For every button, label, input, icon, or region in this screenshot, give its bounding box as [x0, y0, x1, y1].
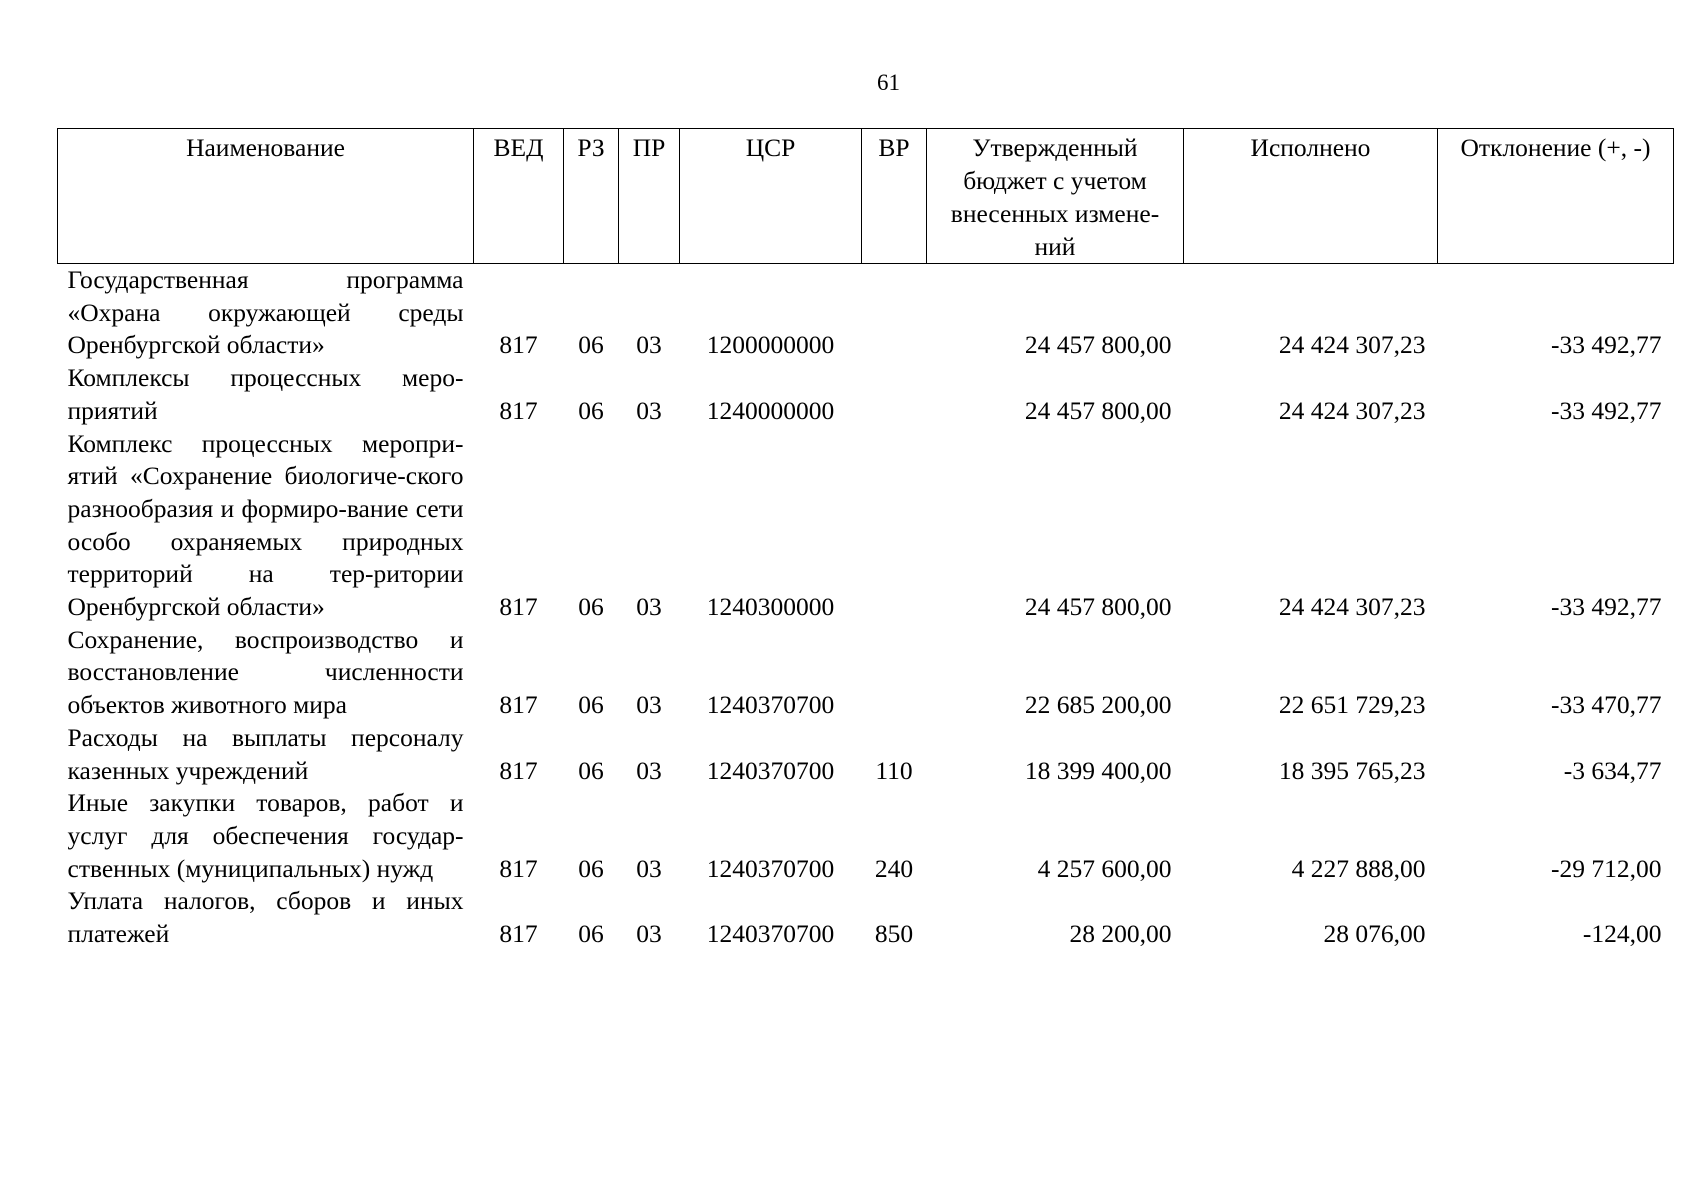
table-header — [58, 129, 1674, 264]
row-name: Комплексы процессных меро-приятий — [67, 363, 464, 425]
row-name: Уплата налогов, сборов и иных платежей — [67, 886, 464, 949]
row-ved: 817 — [499, 592, 538, 622]
row-deviation: -33 470,77 — [1551, 690, 1662, 720]
row-rz: 06 — [578, 690, 604, 720]
row-csr: 1240370700 — [706, 690, 835, 720]
row-executed: 18 395 765,23 — [1278, 755, 1426, 785]
row-approved: 22 685 200,00 — [1024, 690, 1172, 720]
budget-table — [57, 128, 1674, 951]
row-vr — [862, 624, 927, 722]
row-approved: 28 200,00 — [1069, 919, 1172, 949]
header-ved: ВЕД — [474, 129, 564, 264]
row-pr: 03 — [636, 592, 662, 622]
row-ved: 817 — [499, 690, 538, 720]
row-approved: 24 457 800,00 — [1024, 395, 1172, 425]
header-vr: ВР — [862, 129, 927, 264]
row-pr: 03 — [636, 755, 662, 785]
row-csr: 1240300000 — [706, 592, 835, 622]
table-row — [58, 428, 1674, 624]
row-deviation: -29 712,00 — [1551, 853, 1662, 883]
row-executed: 24 424 307,23 — [1278, 330, 1426, 360]
row-name: Иные закупки товаров, работ и услуг для обеспечения государ-ственных (муниципальных) нужд — [67, 788, 464, 883]
table-row — [58, 264, 1674, 363]
page-number: 61 — [877, 70, 900, 95]
row-rz: 06 — [578, 395, 604, 425]
table-row — [58, 885, 1674, 950]
header-deviation: Отклонение (+, -) — [1438, 129, 1674, 264]
row-vr — [862, 428, 927, 624]
row-rz: 06 — [578, 853, 604, 883]
row-approved: 4 257 600,00 — [1037, 853, 1172, 883]
row-csr: 1240370700 — [706, 919, 835, 949]
header-rz: РЗ — [564, 129, 619, 264]
row-vr: 240 — [874, 853, 914, 883]
row-deviation: -33 492,77 — [1551, 330, 1662, 360]
row-deviation: -3 634,77 — [1563, 755, 1662, 785]
row-pr: 03 — [636, 853, 662, 883]
row-executed: 24 424 307,23 — [1278, 395, 1426, 425]
row-ved: 817 — [499, 853, 538, 883]
row-ved: 817 — [499, 919, 538, 949]
row-rz: 06 — [578, 592, 604, 622]
row-pr: 03 — [636, 919, 662, 949]
row-rz: 06 — [578, 330, 604, 360]
row-rz: 06 — [578, 919, 604, 949]
header-approved: Утвержденный бюджет с учетом внесенных измене-ний — [927, 129, 1184, 264]
row-csr: 1240370700 — [706, 853, 835, 883]
header-name: Наименование — [58, 129, 474, 264]
row-pr: 03 — [636, 395, 662, 425]
row-ved: 817 — [499, 755, 538, 785]
header-pr: ПР — [619, 129, 680, 264]
row-vr — [862, 362, 927, 427]
row-vr: 850 — [874, 919, 914, 949]
row-deviation: -33 492,77 — [1551, 592, 1662, 622]
row-ved: 817 — [499, 395, 538, 425]
table-row — [58, 787, 1674, 885]
row-executed: 24 424 307,23 — [1278, 592, 1426, 622]
header-csr: ЦСР — [680, 129, 862, 264]
row-csr: 1240370700 — [706, 755, 835, 785]
row-executed: 22 651 729,23 — [1278, 690, 1426, 720]
table-body — [58, 264, 1674, 951]
row-pr: 03 — [636, 690, 662, 720]
row-ved: 817 — [499, 330, 538, 360]
table-row — [58, 362, 1674, 427]
row-name: Расходы на выплаты персоналу казенных учреждений — [67, 722, 464, 785]
row-vr — [862, 264, 927, 363]
row-vr: 110 — [875, 755, 913, 785]
table-row — [58, 624, 1674, 722]
row-name: Сохранение, воспроизводство и восстановление численности объектов животного мира — [67, 624, 464, 720]
row-approved: 24 457 800,00 — [1024, 330, 1172, 360]
row-csr: 1240000000 — [706, 395, 835, 425]
row-executed: 4 227 888,00 — [1291, 853, 1426, 883]
row-csr: 1200000000 — [706, 330, 835, 360]
row-approved: 18 399 400,00 — [1024, 755, 1172, 785]
row-name: Комплекс процессных меропри-ятий «Сохранение биологиче-ского разнообразия и формиро-вание сети особо охраняемых природных территорий на тер-ритории Оренбургской области» — [67, 428, 464, 622]
row-deviation: -124,00 — [1582, 919, 1662, 949]
row-pr: 03 — [636, 330, 662, 360]
header-executed: Исполнено — [1184, 129, 1438, 264]
row-rz: 06 — [578, 755, 604, 785]
row-name: Государственная программа «Охрана окружающей среды Оренбургской области» — [67, 265, 464, 360]
table-row — [58, 722, 1674, 787]
row-executed: 28 076,00 — [1323, 919, 1426, 949]
row-deviation: -33 492,77 — [1551, 395, 1662, 425]
row-approved: 24 457 800,00 — [1024, 592, 1172, 622]
